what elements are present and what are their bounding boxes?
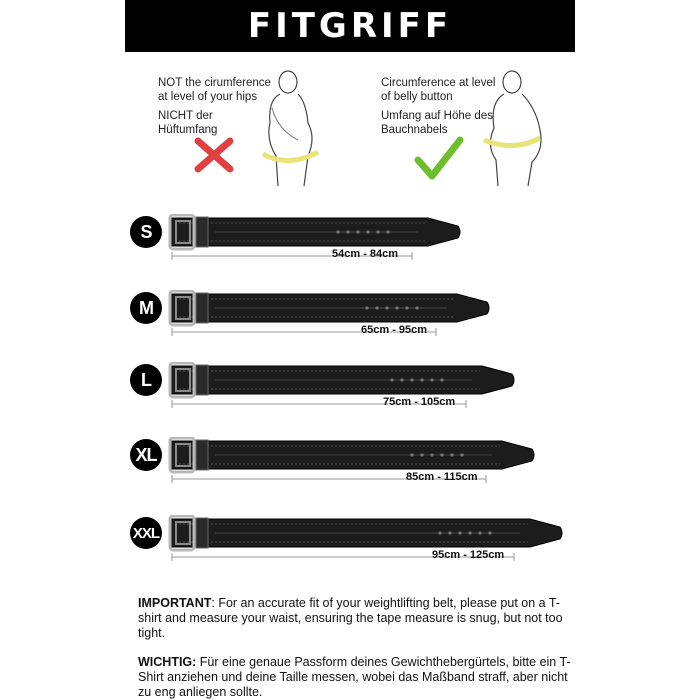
important-label: IMPORTANT <box>138 596 212 610</box>
wichtig-text: Für eine genaue Passform deines Gewichthebergürtels, bitte ein T-Shirt anziehen und deine Taille messen, wobei das Maßband straff, aber nicht zu eng anliegen sollte. <box>138 655 571 699</box>
wichtig-note <box>138 655 578 700</box>
size-row <box>0 515 700 585</box>
size-range-label: 85cm - 115cm <box>406 471 478 483</box>
wrong-guide-de: NICHT der Hüftumfang <box>158 110 218 136</box>
size-badge: L <box>130 364 162 396</box>
size-row <box>0 362 700 432</box>
right-check-icon <box>414 134 464 184</box>
size-range-label: 65cm - 95cm <box>361 324 428 336</box>
belt-image <box>0 515 700 585</box>
size-range-label: 75cm - 105cm <box>383 396 456 408</box>
brand-header <box>125 0 575 52</box>
man-figure-belly-icon <box>478 68 558 186</box>
important-note <box>138 596 578 641</box>
size-range-label: 54cm - 84cm <box>332 248 399 260</box>
size-row <box>0 290 700 360</box>
right-guide-de: Umfang auf Höhe des Bauchnabels <box>381 110 493 136</box>
size-row <box>0 214 700 284</box>
size-badge: XL <box>130 439 162 471</box>
wrong-guide-en: NOT the cirumference at level of your hips <box>158 77 271 103</box>
belt-image <box>0 437 700 507</box>
right-guide-en: Circumference at level of belly button <box>381 77 496 103</box>
size-badge: XXL <box>130 517 162 549</box>
important-text: : For an accurate fit of your weightlifting belt, please put on a T-shirt and measure your waist, ensuring the tape measure is snug, but not too tight. <box>138 596 563 640</box>
wichtig-label: WICHTIG: <box>138 655 197 669</box>
size-range-label: 95cm - 125cm <box>432 549 505 561</box>
size-badge: S <box>130 216 162 248</box>
wrong-cross-icon <box>190 135 240 175</box>
size-row <box>0 437 700 507</box>
belt-image <box>0 290 700 360</box>
size-badge: M <box>130 292 162 324</box>
brand-logo: FITGRIFF <box>247 6 453 46</box>
man-figure-hips-icon <box>258 68 330 186</box>
belt-image <box>0 362 700 432</box>
